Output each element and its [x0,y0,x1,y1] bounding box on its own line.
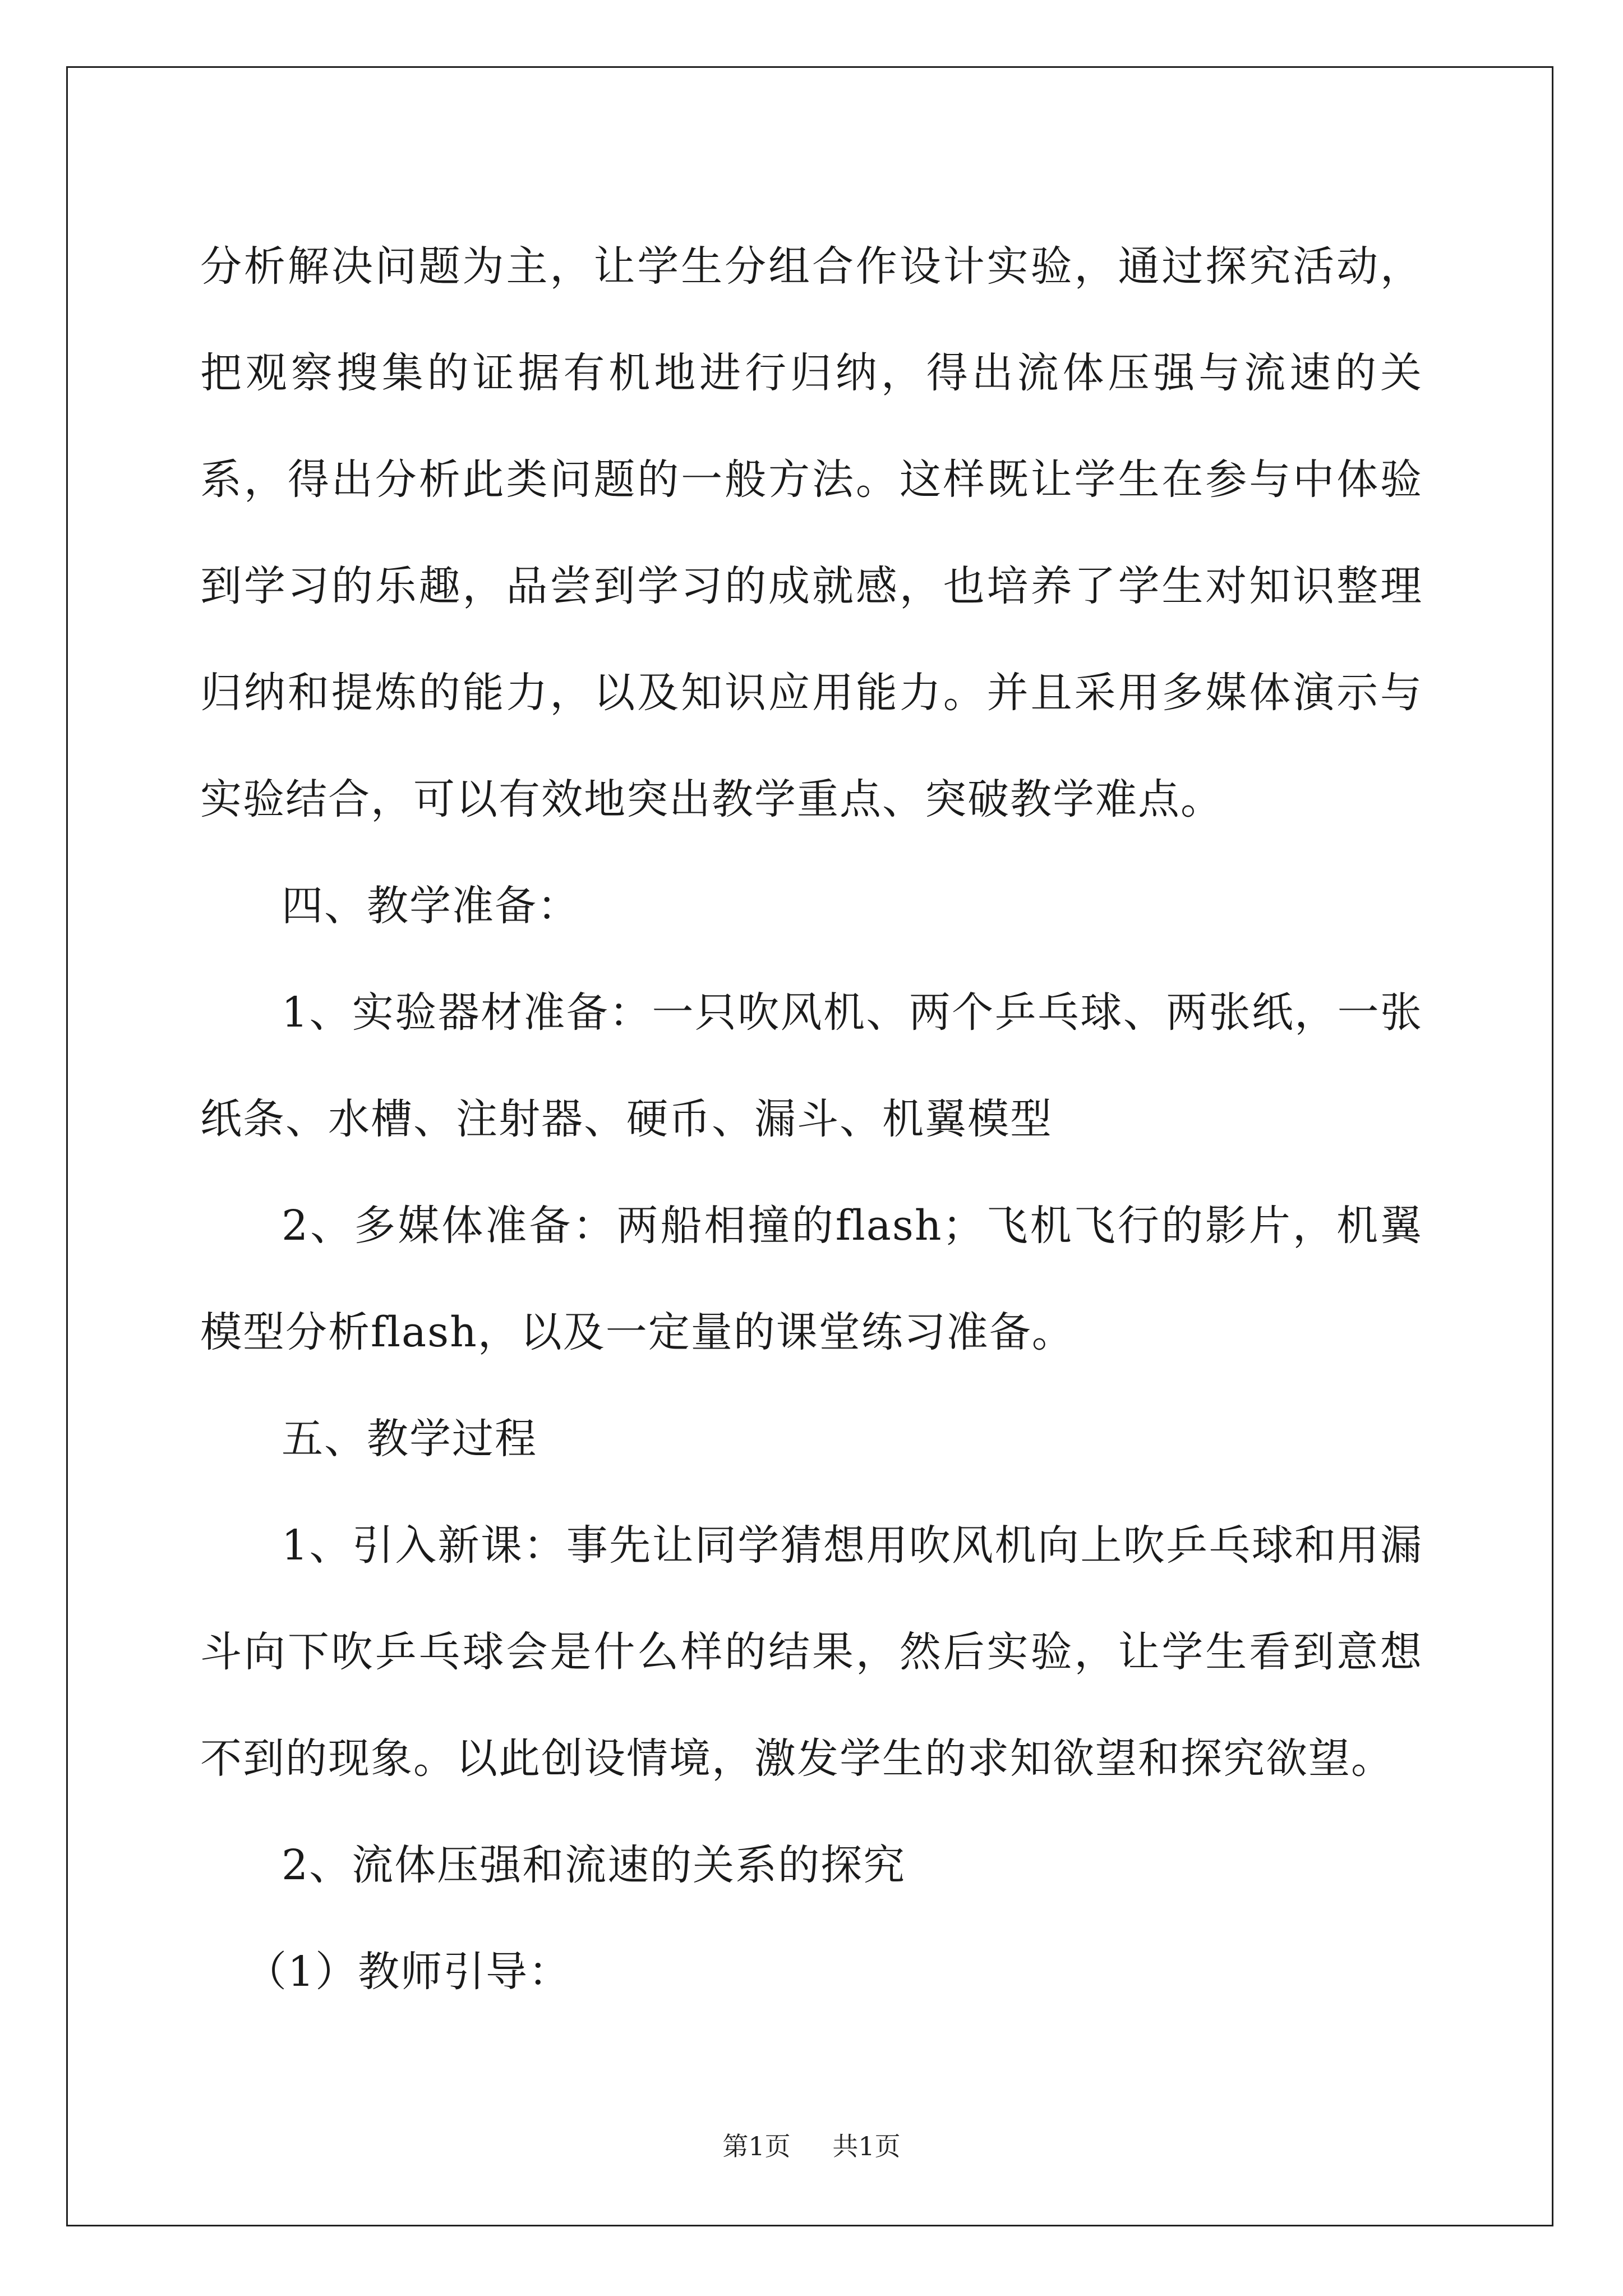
paragraph-teacher-guidance: （1）教师引导： [245,1948,571,1996]
paragraph-equipment-preparation: 1、实验器材准备：一只吹风机、两个乒乓球、两张纸，一张纸条、水槽、注射器、硬币、漏斗、机翼模型 [200,988,1423,1143]
paragraph-introduce-lesson: 1、引入新课：事先让同学猜想用吹风机向上吹乒乓球和用漏斗向下吹乒乓球会是什么样的结果，然后实验，让学生看到意想不到的现象。以此创设情境，激发学生的求知欲望和探究欲望。 [200,1521,1423,1783]
document-body [200,213,1423,2025]
heading-teaching-preparation: 四、教学准备： [282,882,580,930]
page-total: 共1页 [832,2131,901,2161]
paragraph-intro-continued: 分析解决问题为主，让学生分组合作设计实验，通过探究活动，把观察搜集的证据有机地进行归纳，得出流体压强与流速的关系，得出分析此类问题的一般方法。这样既让学生在参与中体验到学习的乐趣，品尝到学习的成就感，也培养了学生对知识整理归纳和提炼的能力，以及知识应用能力。并且采用多媒体演示与实验结合，可以有效地突出教学重点、突破教学难点。 [200,242,1423,823]
heading-teaching-process: 五、教学过程 [282,1415,537,1463]
paragraph-multimedia-preparation: 2、多媒体准备：两船相撞的flash；飞机飞行的影片，机翼模型分析flash，以及一定量的课堂练习准备。 [200,1202,1423,1356]
page-number: 第1页 [722,2131,791,2161]
paragraph-exploration-heading: 2、流体压强和流速的关系的探究 [282,1841,906,1889]
page-footer [0,2126,1623,2163]
